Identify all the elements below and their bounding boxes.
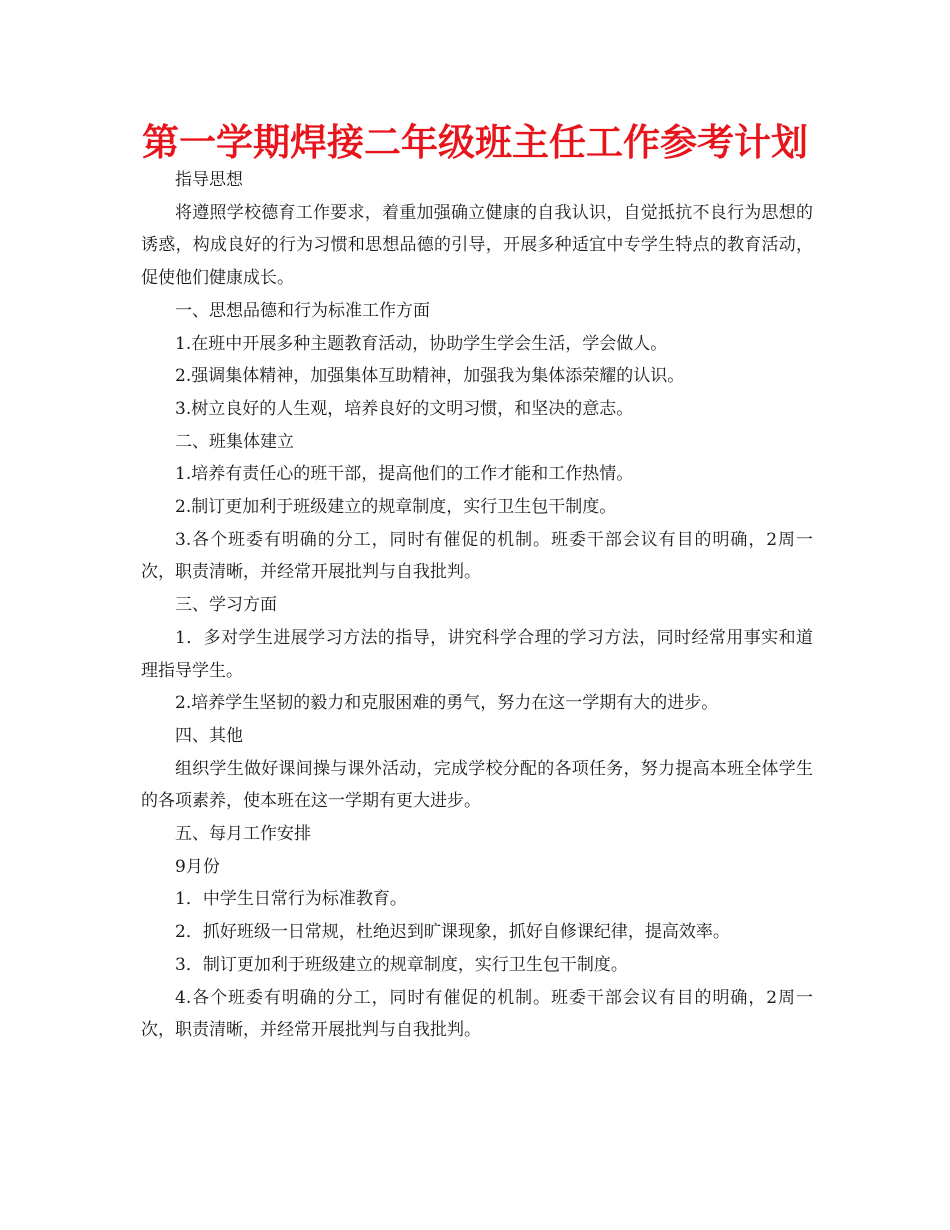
section-heading: 三、学习方面 xyxy=(175,595,277,616)
month-heading: 9月份 xyxy=(175,856,220,877)
section-heading: 四、其他 xyxy=(175,725,243,746)
paragraph: 3．制订更加利于班级建立的规章制度，实行卫生包干制度。 xyxy=(175,954,628,975)
paragraph: 4.各个班委有明确的分工，同时有催促的机制。班委干部会议有目的明确，2周一次，职责清晰，并经常开展批判与自我批判。 xyxy=(141,987,813,1041)
document-body xyxy=(141,164,813,1047)
section-heading: 五、每月工作安排 xyxy=(175,824,311,845)
paragraph: 将遵照学校德育工作要求，着重加强确立健康的自我认识，自觉抵抗不良行为思想的诱惑，构成良好的行为习惯和思想品德的引导，开展多种适宜中专学生特点的教育活动，促使他们健康成长。 xyxy=(141,202,813,289)
paragraph: 指导思想 xyxy=(175,170,243,190)
paragraph: 2．抓好班级一日常规，杜绝迟到旷课现象，抓好自修课纪律，提高效率。 xyxy=(175,922,730,943)
section-heading: 一、思想品德和行为标准工作方面 xyxy=(175,300,430,321)
paragraph: 1.培养有责任心的班干部，提高他们的工作才能和工作热情。 xyxy=(175,464,634,485)
paragraph: 1.在班中开展多种主题教育活动，协助学生学会生活，学会做人。 xyxy=(175,333,668,354)
paragraph: 3.各个班委有明确的分工，同时有催促的机制。班委干部会议有目的明确，2周一次，职责清晰，并经常开展批判与自我批判。 xyxy=(141,529,813,583)
paragraph: 组织学生做好课间操与课外活动，完成学校分配的各项任务，努力提高本班全体学生的各项素养，使本班在这一学期有更大进步。 xyxy=(141,758,813,812)
paragraph: 1．多对学生进展学习方法的指导，讲究科学合理的学习方法，同时经常用事实和道理指导学生。 xyxy=(141,627,813,681)
section-heading: 二、班集体建立 xyxy=(175,431,294,452)
paragraph: 2.强调集体精神，加强集体互助精神，加强我为集体添荣耀的认识。 xyxy=(175,366,685,387)
paragraph: 2.制订更加利于班级建立的规章制度，实行卫生包干制度。 xyxy=(175,497,617,518)
paragraph: 2.培养学生坚韧的毅力和克服困难的勇气，努力在这一学期有大的进步。 xyxy=(175,693,719,714)
document-title: 第一学期焊接二年级班主任工作参考计划 xyxy=(142,121,808,164)
paragraph: 3.树立良好的人生观，培养良好的文明习惯，和坚决的意志。 xyxy=(175,398,634,419)
paragraph: 1．中学生日常行为标准教育。 xyxy=(175,889,407,910)
